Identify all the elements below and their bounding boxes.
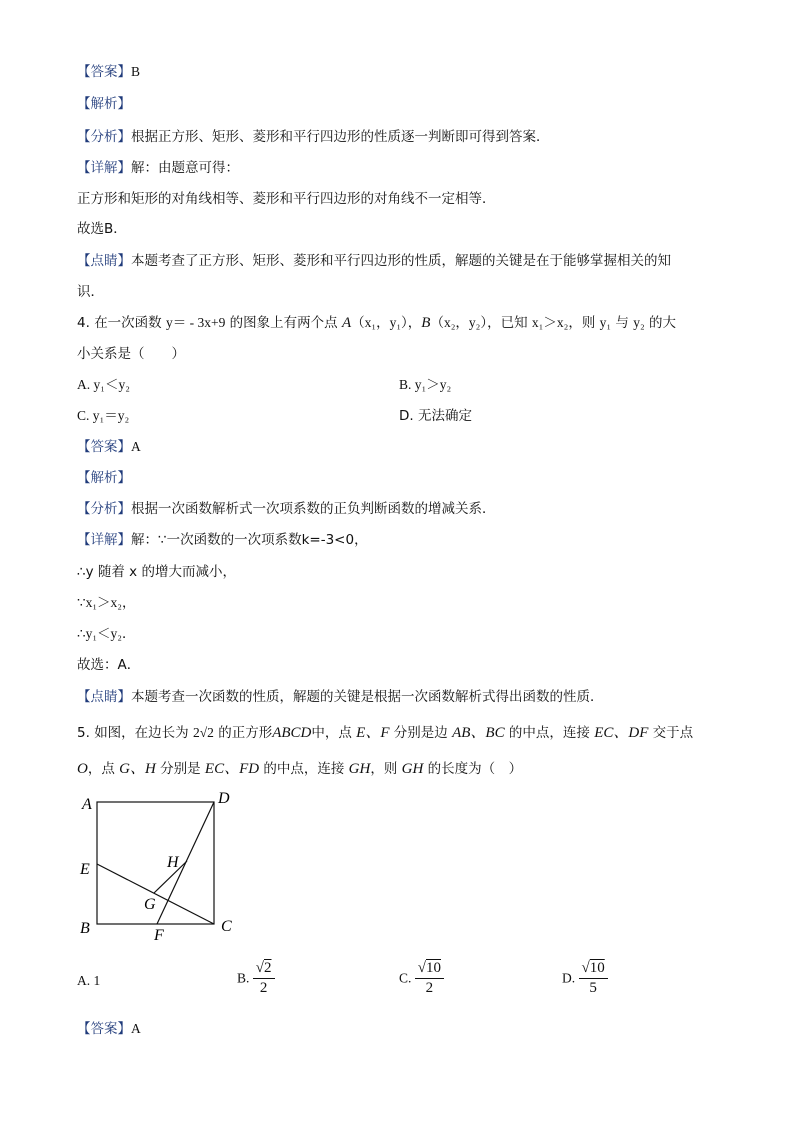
- option-c[interactable]: C. y₁＝y₂: [77, 408, 130, 423]
- dianjing-tag: 【点睛】: [77, 689, 131, 705]
- option-letter: A.: [77, 973, 91, 988]
- option-letter: C.: [399, 970, 412, 986]
- xiangjie-text: 解：由题意可得：: [131, 160, 239, 176]
- stem-text: 中，点: [311, 725, 352, 741]
- segment-gh: GH: [348, 761, 371, 777]
- label-h: H: [167, 854, 179, 871]
- fenxi-tag: 【分析】: [77, 501, 131, 517]
- dianjing-text: 本题考查一次函数的性质，解题的关键是根据一次函数解析式得出函数的性质．: [131, 689, 604, 705]
- point-label: B: [421, 315, 431, 331]
- answer-line-q5: [77, 1020, 141, 1038]
- question-4-stem-continued: 小关系是（ ）: [77, 346, 185, 362]
- stem-text: 分别是: [160, 761, 201, 777]
- solution-line-2: 故选B．: [77, 221, 127, 237]
- answer-tag: 【答案】: [77, 64, 131, 80]
- side-names: AB、BC: [452, 725, 505, 741]
- option-letter: B.: [237, 970, 250, 986]
- point-label: A: [341, 315, 352, 331]
- answer-line-q3: [77, 63, 140, 81]
- answer-value: B: [131, 64, 141, 79]
- xiangjie-tag: 【详解】: [77, 532, 131, 548]
- denominator: 2: [425, 980, 434, 996]
- label-a: A: [82, 796, 92, 813]
- xiangjie-tag: 【详解】: [77, 160, 131, 176]
- option-value: 1: [93, 973, 101, 988]
- label-f: F: [154, 927, 164, 944]
- fraction: [253, 960, 275, 997]
- question-5-stem: [77, 724, 693, 742]
- fenxi-line: [77, 128, 550, 146]
- xiangjie-text: 解：∵一次函数的一次项系数k=-3<0，: [131, 532, 368, 548]
- segment-names: EC、DF: [594, 725, 649, 741]
- numerator: √10: [579, 960, 608, 979]
- option-d[interactable]: [562, 960, 608, 997]
- dianjing-line: [77, 688, 604, 706]
- label-g: G: [144, 896, 156, 913]
- solution-step-2: ∵x₁＞x₂，: [77, 595, 136, 610]
- dianjing-line: [77, 252, 671, 270]
- stem-text: 的中点，连接: [263, 761, 345, 777]
- option-c[interactable]: [399, 960, 444, 997]
- answer-tag: 【答案】: [77, 1021, 131, 1037]
- solution-step-1: ∴y 随着 x 的增大而减小，: [77, 564, 236, 580]
- var-label: y₁: [599, 315, 612, 330]
- xiangjie-line: [77, 531, 368, 549]
- segment-ec: [97, 864, 214, 924]
- fenxi-line: [77, 500, 496, 518]
- dianjing-tag: 【点睛】: [77, 253, 131, 269]
- option-b[interactable]: B. y₁＞y₂: [399, 377, 452, 392]
- label-c: C: [221, 918, 232, 935]
- answer-value: A: [131, 1021, 141, 1036]
- stem-text: 如图，在边长为: [94, 725, 189, 741]
- analysis-heading: 【解析】: [77, 96, 131, 112]
- question-number: 4.: [77, 315, 90, 331]
- fraction: [415, 960, 444, 997]
- option-a[interactable]: A. y₁＜y₂: [77, 377, 130, 392]
- question-5-stem-continued: [77, 760, 522, 778]
- numerator: √10: [415, 960, 444, 979]
- denominator: 2: [259, 980, 268, 996]
- stem-text: 的正方形: [218, 725, 273, 741]
- stem-text: 在一次函数: [94, 315, 162, 331]
- answer-value: A: [131, 439, 141, 454]
- point-names: E、F: [356, 725, 390, 741]
- denominator: 5: [589, 980, 597, 996]
- stem-text: 的图象上有两个点: [229, 315, 338, 331]
- label-b: B: [80, 920, 90, 937]
- segment-names: EC、FD: [204, 761, 260, 777]
- question-number: 5.: [77, 725, 90, 741]
- solution-step-4: 故选：A．: [77, 657, 141, 673]
- stem-text: 与: [615, 315, 629, 331]
- xiangjie-line: [77, 159, 239, 177]
- analysis-heading: 【解析】: [77, 470, 131, 486]
- segment-gh: GH: [401, 761, 424, 777]
- var-label: y₂: [633, 315, 645, 330]
- answer-line-q4: [77, 438, 141, 456]
- option-d[interactable]: D. 无法确定: [399, 408, 472, 424]
- geometry-figure: [70, 785, 245, 945]
- stem-text: ，点: [87, 761, 115, 777]
- side-length: 2√2: [192, 725, 214, 740]
- answer-tag: 【答案】: [77, 439, 131, 455]
- dianjing-text: 本题考查了正方形、矩形、菱形和平行四边形的性质，解题的关键是在于能够掌握相关的知: [131, 253, 671, 269]
- label-d: D: [218, 790, 230, 807]
- fraction: [579, 960, 608, 997]
- point-coords: （x₁，y₁），: [351, 315, 422, 330]
- option-b[interactable]: [237, 960, 275, 997]
- point-o: O: [77, 761, 88, 777]
- option-a[interactable]: [77, 972, 100, 990]
- condition: x₁＞x₂，则: [531, 315, 596, 330]
- square-name: ABCD: [272, 725, 312, 741]
- fenxi-text: 根据正方形、矩形、菱形和平行四边形的性质逐一判断即可得到答案．: [131, 129, 550, 145]
- solution-line-1: 正方形和矩形的对角线相等、菱形和平行四边形的对角线不一定相等．: [77, 191, 496, 207]
- stem-text: 的中点，连接: [508, 725, 590, 741]
- option-letter: D.: [562, 970, 576, 986]
- stem-text: 交于点: [652, 725, 694, 741]
- stem-text: ，则: [370, 761, 398, 777]
- point-names: G、H: [119, 761, 156, 777]
- numerator: √2: [253, 960, 275, 979]
- stem-text: 分别是边: [393, 725, 448, 741]
- fenxi-text: 根据一次函数解析式一次项系数的正负判断函数的增减关系．: [131, 501, 496, 517]
- dianjing-continued: 识．: [77, 284, 104, 300]
- stem-text: 的长度为（ ）: [427, 761, 523, 777]
- question-4-stem: [77, 314, 676, 332]
- solution-step-3: ∴y₁＜y₂．: [77, 626, 136, 641]
- stem-text: 的大: [648, 315, 676, 331]
- point-coords: （x₂，y₂），已知: [430, 315, 528, 330]
- function-expression: y＝ - 3x+9: [165, 315, 226, 330]
- fenxi-tag: 【分析】: [77, 129, 131, 145]
- label-e: E: [80, 861, 90, 878]
